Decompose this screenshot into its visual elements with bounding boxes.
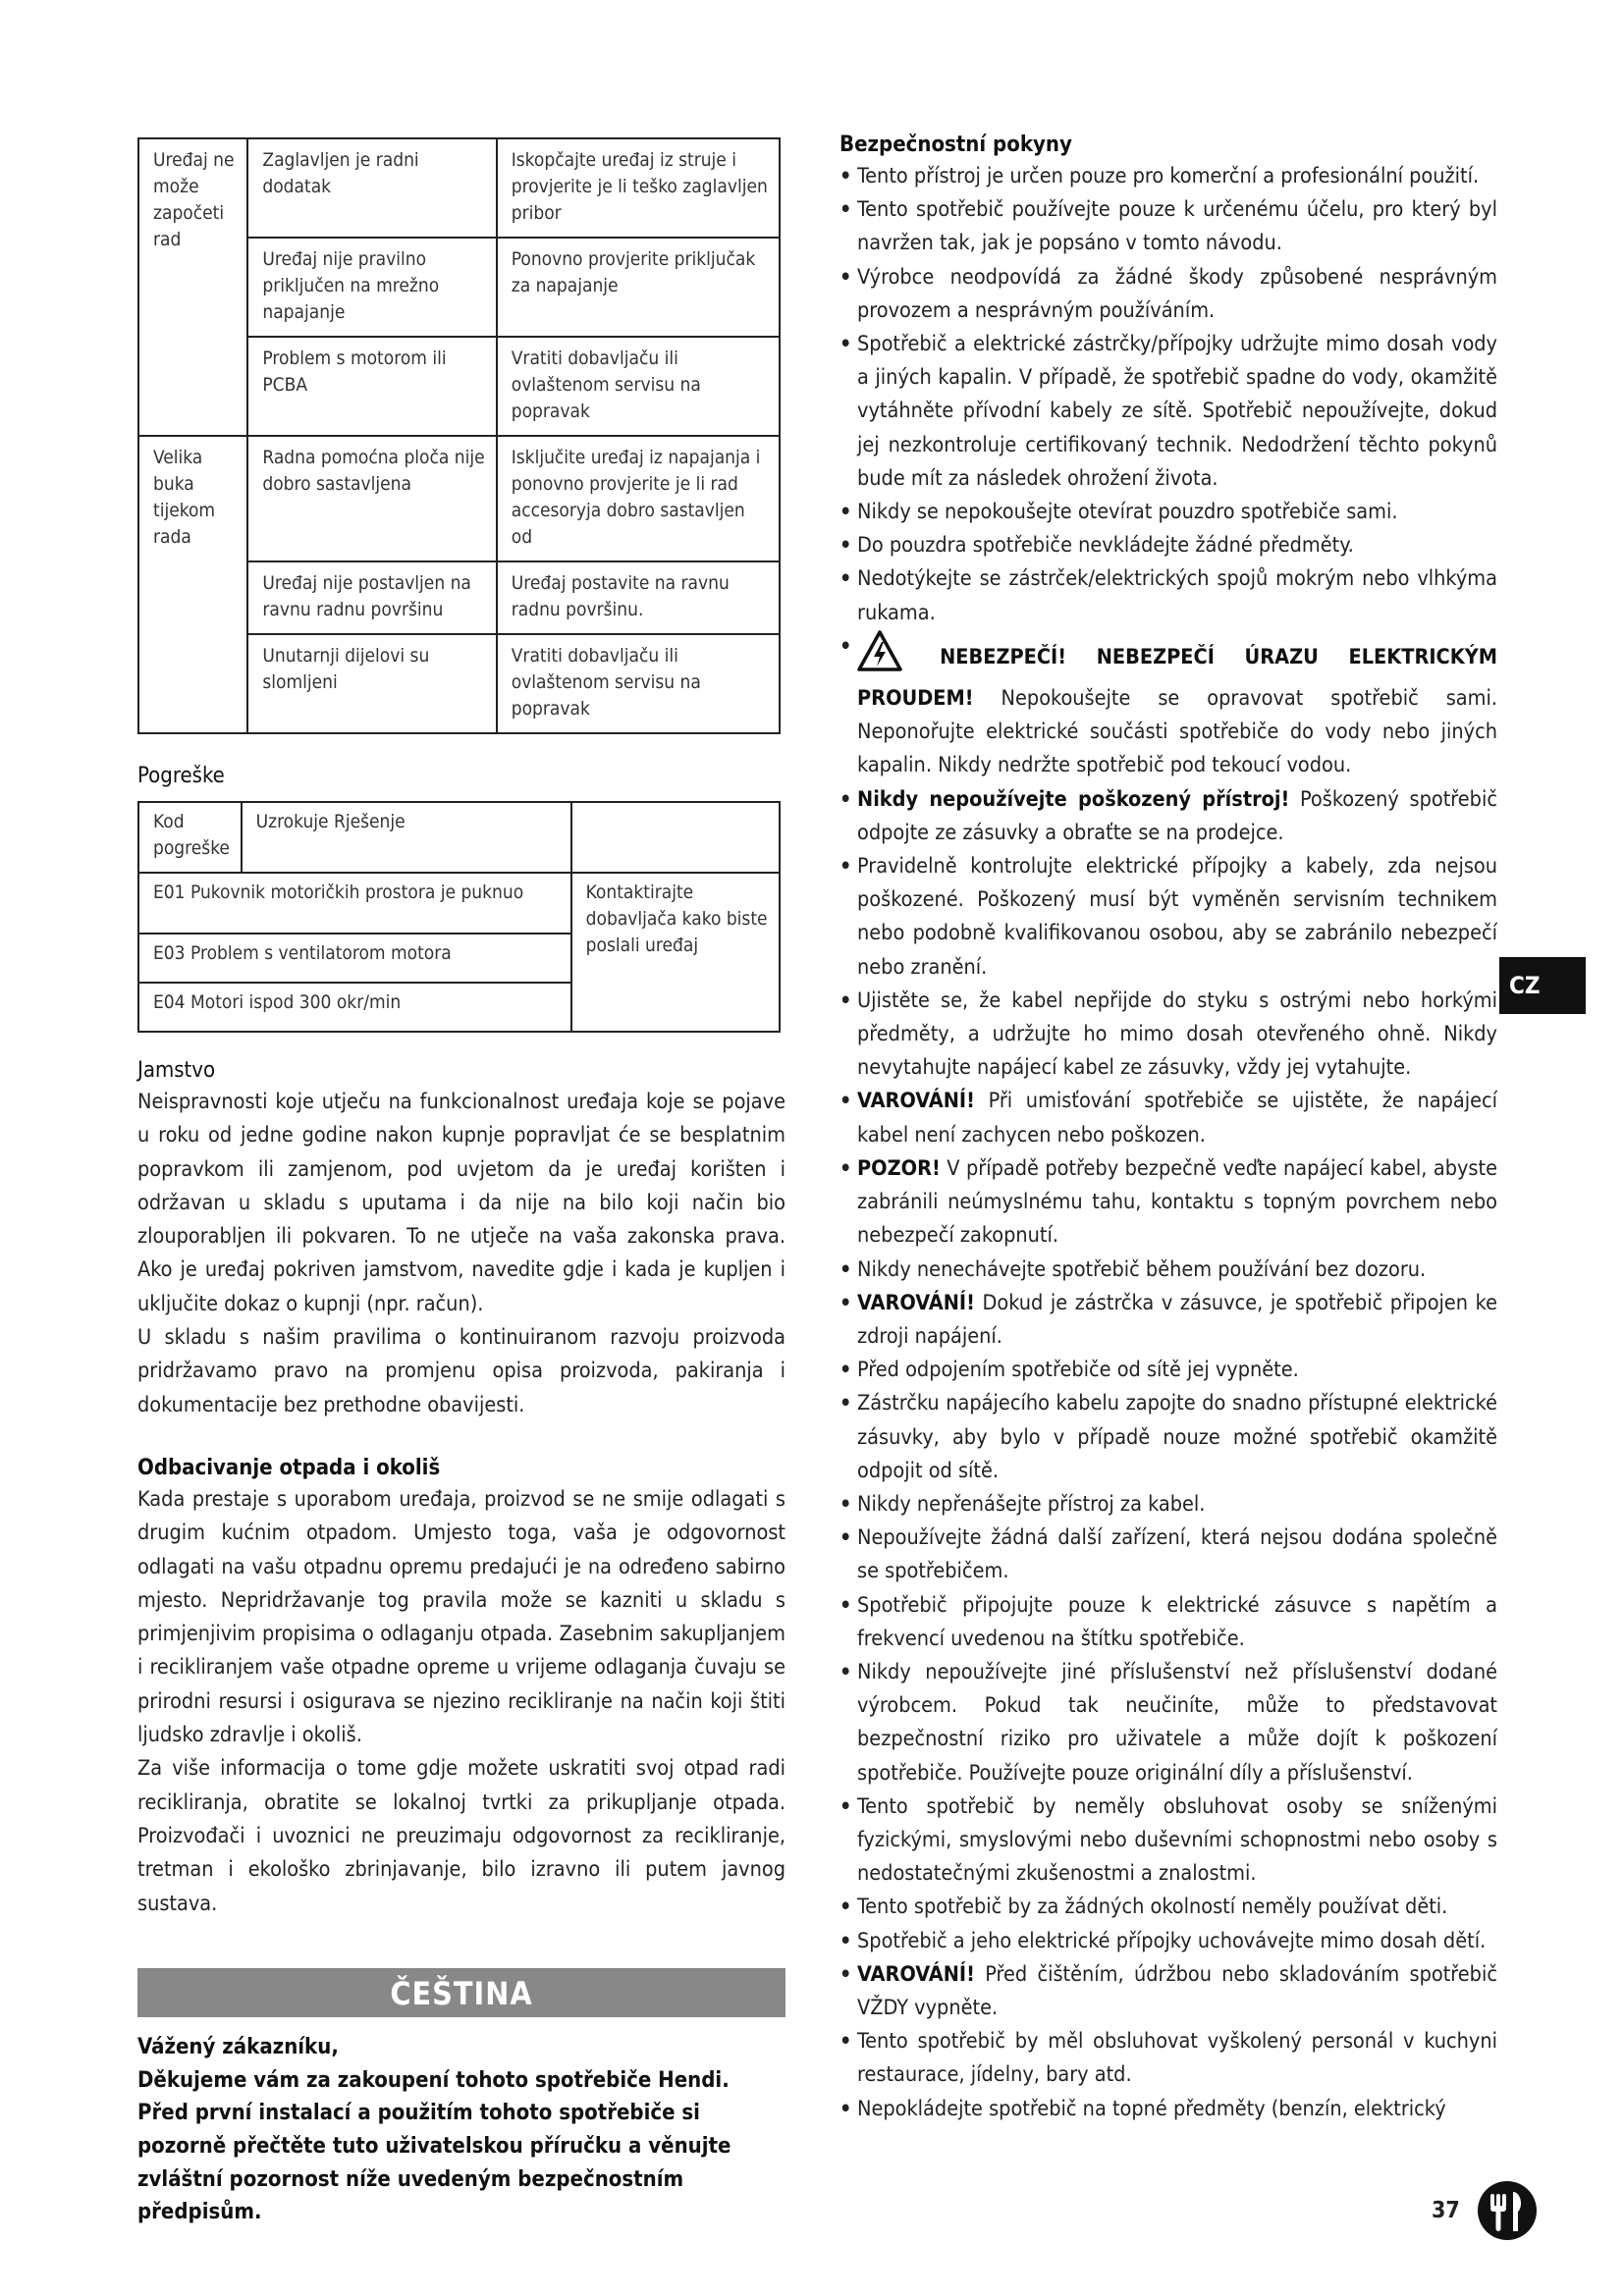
solution-cell: Vratiti dobavljaču ili ovlaštenom servisu na popravak	[497, 634, 780, 733]
list-item: • Nikdy nenechávejte spotřebič během používání bez dozoru.	[839, 1254, 1497, 1287]
list-item: • Nepokládejte spotřebič na topné předměty (benzín, elektrický	[839, 2093, 1497, 2126]
table-row	[138, 138, 780, 238]
language-side-tab: CZ	[1499, 957, 1586, 1014]
cutlery-logo-icon	[1477, 2180, 1538, 2245]
error-code: E01	[153, 881, 186, 903]
solution-cell: Vratiti dobavljaču ili ovlaštenom servisu na popravak	[497, 337, 780, 436]
list-item: • POZOR! V případě potřeby bezpečně veďte napájecí kabel, abyste zabránili neúmyslnému tahu, kontaktu s topným povrchem nebo nebezpečí zakopnutí.	[839, 1152, 1497, 1254]
right-column	[839, 131, 1497, 2126]
list-item: • Tento spotřebič používejte pouze k určenému účelu, pro který byl navržen tak, jak je popsáno v tomto návodu.	[839, 193, 1497, 260]
intro-greeting: Vážený zákazníku,	[137, 2034, 339, 2059]
error-row	[138, 983, 571, 1032]
list-item: • Před odpojením spotřebiče od sítě jej vypněte.	[839, 1354, 1497, 1387]
language-banner: ČEŠTINA	[137, 1968, 785, 2017]
cause-cell: Uređaj nije pravilno priključen na mrežno napajanje	[247, 238, 496, 337]
electric-hazard-icon	[857, 630, 902, 682]
disposal-paragraph-1: Kada prestaje s uporabom uređaja, proizvod se ne smije odlagati s drugim kućnim otpadom. Umjesto toga, vaša je odgovornost odlagati na vašu otpadnu opremu predajući je na određeno sabirno mjesto. Nepridržavanje tog pravila može se kazniti u skladu s primjenjivim propisima o odlaganju otpada. Zasebnim sakupljanjem i recikliranjem vaše otpadne opreme u vrijeme odlaganja čuvaju se prirodni resursi i osigurava se njezino recikliranje na način koji štiti ljudsko zdravlje i okoliš.	[137, 1486, 785, 1748]
error-text: Pukovnik motoričkih prostora je puknuo	[189, 881, 524, 903]
solution-cell: Ponovno provjerite priključak za napajanje	[497, 238, 780, 337]
intro-text: Děkujeme vám za zakoupení tohoto spotřebiče Hendi. Před první instalací a použitím tohoto spotřebiče si pozorně přečtěte tuto uživatelskou příručku a věnujte zvláštní pozornost níže uvedeným bezpečnostním předpisům.	[137, 2067, 731, 2225]
error-header-code: Kod pogreške	[138, 802, 242, 873]
errors-heading: Pogreške	[137, 764, 225, 788]
list-item: • Pravidelně kontrolujte elektrické přípojky a kabely, zda nejsou poškozené. Poškozený musí být vyměněn servisním technikem nebo podobně kvalifikovanou osobou, aby se zabránilo nebezpečí nebo zranění.	[839, 850, 1497, 985]
list-item: • Nedotýkejte se zástrček/elektrických spojů mokrým nebo vlhkýma rukama.	[839, 562, 1497, 629]
list-item: • VAROVÁNÍ! Před čištěním, údržbou nebo skladováním spotřebič VŽDY vypněte.	[839, 1958, 1497, 2025]
warranty-heading: Jamstvo	[137, 1058, 216, 1083]
problem-cell: Velika buka tijekom rada	[138, 436, 247, 733]
cause-cell: Unutarnji dijelovi su slomljeni	[247, 634, 496, 733]
errors-table	[137, 801, 781, 1033]
table-row	[138, 873, 780, 934]
list-item: • Nepoužívejte žádná další zařízení, která nejsou dodána společně se spotřebičem.	[839, 1522, 1497, 1588]
solution-cell: Uređaj postavite na ravnu radnu površinu.	[497, 561, 780, 634]
table-row	[138, 802, 780, 873]
error-code: E04	[153, 991, 186, 1013]
list-item: • Zástrčku napájecího kabelu zapojte do snadno přístupné elektrické zásuvky, aby bylo v případě nouze možné spotřebič okamžitě odpojit od sítě.	[839, 1387, 1497, 1488]
list-item: • Nikdy nepřenášejte přístroj za kabel.	[839, 1488, 1497, 1522]
list-item: • VAROVÁNÍ! Při umisťování spotřebiče se ujistěte, že napájecí kabel není zachycen nebo poškozen.	[839, 1085, 1497, 1151]
list-item: • Tento spotřebič by za žádných okolností neměly používat děti.	[839, 1891, 1497, 1924]
cause-cell: Radna pomoćna ploča nije dobro sastavljena	[247, 436, 496, 561]
error-header-empty	[571, 802, 780, 873]
solution-cell: Isključite uređaj iz napajanja i ponovno provjerite je li rad accesoryja dobro sastavljen od	[497, 436, 780, 561]
safety-list	[839, 160, 1497, 2126]
warranty-paragraph-2: U skladu s našim pravilima o kontinuiranom razvoju proizvoda pridržavamo pravo na promjenu opisa proizvoda, pakiranja i dokumentacije bez prethodne obavijesti.	[137, 1325, 785, 1417]
list-item: • Spotřebič a jeho elektrické přípojky uchovávejte mimo dosah dětí.	[839, 1925, 1497, 1958]
cause-cell: Uređaj nije postavljen na ravnu radnu površinu	[247, 561, 496, 634]
warranty-paragraph-1: Neispravnosti koje utječu na funkcionalnost uređaja koje se pojave u roku od jedne godine nakon kupnje popravljat će se besplatnim popravkom ili zamjenom, pod uvjetom da je uređaj korišten i održavan u skladu s uputama i da nije na bilo koji način bio zlouporabljen ili pokvaren. To ne utječe na vaša zakonska prava. Ako je uređaj pokriven jamstvom, navedite gdje i kada je kupljen i uključite dokaz o kupnji (npr. račun).	[137, 1090, 785, 1316]
page-number: 37	[1432, 2198, 1460, 2223]
disposal-heading: Odbacivanje otpada i okoliš	[137, 1455, 441, 1480]
list-item: • Tento spotřebič by měl obsluhovat vyškolený personál v kuchyni restaurace, jídelny, bary atd.	[839, 2025, 1497, 2092]
list-item: • Do pouzdra spotřebiče nevkládejte žádné předměty.	[839, 529, 1497, 562]
error-row	[138, 873, 571, 934]
problem-cell: Uređaj ne može započeti rad	[138, 138, 247, 436]
list-item: • Ujistěte se, že kabel nepřijde do styku s ostrými nebo horkými předměty, a udržujte ho mimo dosah otevřeného ohně. Nikdy nevytahujte napájecí kabel ze zásuvky, vždy jej vytahujte.	[839, 985, 1497, 1086]
list-item: • Nikdy nepoužívejte jiné příslušenství než příslušenství dodané výrobcem. Pokud tak neučiníte, může to představovat bezpečnostní riziko pro uživatele a může dojít k poškození spotřebiče. Používejte pouze originální díly a příslušenství.	[839, 1656, 1497, 1790]
error-header-cause: Uzrokuje Rješenje	[242, 802, 571, 873]
list-item: • Nikdy se nepokoušejte otevírat pouzdro spotřebiče sami.	[839, 496, 1497, 529]
list-item: • VAROVÁNÍ! Dokud je zástrčka v zásuvce, je spotřebič připojen ke zdroji napájení.	[839, 1287, 1497, 1354]
error-text: Motori ispod 300 okr/min	[189, 991, 402, 1013]
left-column	[137, 137, 785, 2229]
safety-heading: Bezpečnostní pokyny	[839, 133, 1072, 157]
list-item: • Spotřebič připojujte pouze k elektrické zásuvce s napětím a frekvencí uvedenou na štítku spotřebiče.	[839, 1589, 1497, 1656]
cause-cell: Zaglavljen je radni dodatak	[247, 138, 496, 238]
list-item: • Tento přístroj je určen pouze pro komerční a profesionální použití.	[839, 160, 1497, 193]
list-item: • Spotřebič a elektrické zástrčky/přípojky udržujte mimo dosah vody a jiných kapalin. V případě, že spotřebič spadne do vody, okamžitě vytáhněte přívodní kabely ze sítě. Spotřebič nepoužívejte, dokud jej nezkontroluje certifikovaný technik. Nedodržení těchto pokynů bude mít za následek ohrožení života.	[839, 328, 1497, 496]
error-text: Problem s ventilatorom motora	[189, 942, 452, 964]
list-item: • Tento spotřebič by neměly obsluhovat osoby se sníženými fyzickými, smyslovými nebo duševními schopnostmi nebo osoby s nedostatečnými zkušenostmi a znalostmi.	[839, 1790, 1497, 1892]
list-item: • NEBEZPEČÍ! NEBEZPEČÍ ÚRAZU ELEKTRICKÝM PROUDEM! Nepokoušejte se opravovat spotřebič sami. Neponořujte elektrické součásti spotřebiče do vody nebo jiných kapalin. Nikdy nedržte spotřebič pod tekoucí vodou.	[839, 630, 1497, 783]
list-item: • Výrobce neodpovídá za žádné škody způsobené nesprávným provozem a nesprávným používáním.	[839, 261, 1497, 328]
cause-cell: Problem s motorom ili PCBA	[247, 337, 496, 436]
list-item: • Nikdy nepoužívejte poškozený přístroj! Poškozený spotřebič odpojte ze zásuvky a obraťte se na prodejce.	[839, 783, 1497, 850]
error-code: E03	[153, 942, 186, 964]
error-action: Kontaktirajte dobavljača kako biste poslali uređaj	[571, 873, 780, 1032]
solution-cell: Iskopčajte uređaj iz struje i provjerite je li teško zaglavljen pribor	[497, 138, 780, 238]
troubleshooting-table	[137, 137, 781, 734]
table-row	[138, 436, 780, 561]
disposal-paragraph-2: Za više informacija o tome gdje možete uskratiti svoj otpad radi recikliranja, obratite se lokalnoj tvrtki za prikupljanje otpada. Proizvođači i uvoznici ne preuzimaju odgovornost za recikliranje, tretman i ekološko zbrinjavanje, bilo izravno ili putem javnog sustava.	[137, 1756, 785, 1916]
error-row	[138, 934, 571, 983]
danger-lead: NEBEZPEČÍ! NEBEZPEČÍ ÚRAZU ELEKTRICKÝM PROUDEM!	[857, 644, 1497, 712]
